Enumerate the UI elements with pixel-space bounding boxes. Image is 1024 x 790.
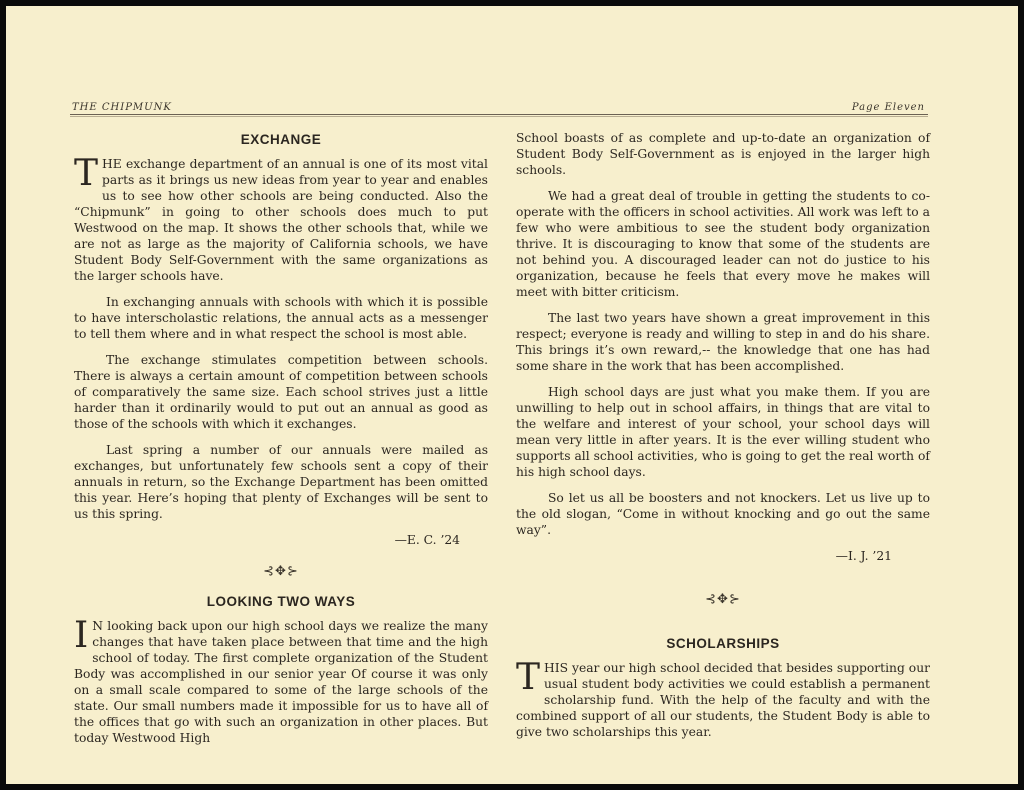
exchange-paragraph-1 [74,153,488,284]
looking-signature: —I. J. ’21 [835,549,892,563]
exchange-paragraph-4: Last spring a number of our annuals were mailed as exchanges, but unfortunately few schools sent a copy of their annuals in return, so the Exchange Department has been omitted this year. Here’s hoping that plenty of Exchanges will be sent to us this spring. [74,443,488,521]
scholarships-dropcap: T [516,657,541,698]
looking-dropcap: I [74,615,89,656]
section-ornament: ⊰✥⊱ [263,564,299,579]
header-rule [70,114,928,117]
running-head-title: THE CHIPMUNK [72,102,172,113]
section-ornament-2: ⊰✥⊱ [705,592,741,607]
exchange-signature: —E. C. ’24 [394,533,460,547]
exchange-dropcap: T [74,153,99,194]
looking-two-ways-heading: LOOKING TWO WAYS [206,594,356,609]
looking-paragraph-2: We had a great deal of trouble in getting the students to co-operate with the officers in school activities. All work was left to a few who were ambitious to see the student body organization thrive. It is discouraging to know that some of the students are not behind you. A discouraged leader can not do justice to his organization, because he feels that every move he makes will meet with bitter criticism. [516,189,930,299]
scholarships-paragraph-1-text: HIS year our high school decided that besides supporting our usual student body activities we could establish a permanent scholarship fund. With the help of the faculty and with the combined support of all our students, the Student Body is able to give two scholarships this year. [516,661,930,739]
right-column [516,130,930,750]
looking-paragraph-4: High school days are just what you make them. If you are unwilling to help out in school affairs, in things that are vital to the welfare and interest of your school, your school days will mean very little in after years. It is the ever willing student who supports all school activities, who is going to get the real worth of his high school days. [516,385,930,479]
looking-paragraph-1 [74,615,488,746]
looking-paragraph-1-text: N looking back upon our high school days we realize the many changes that have taken place between that time and the high school of today. The first complete organization of the Student Body was accomplished in our senior year Of course it was only on a small scale compared to some of the large schools of the state. Our small numbers made it impossible for us to have all of the offices that go with such an organization in other places. But today Westwood High [74,619,488,745]
exchange-heading: EXCHANGE [240,132,322,147]
left-column [74,132,488,756]
looking-paragraph-1-continued: School boasts of as complete and up-to-date an organization of Student Body Self-Government as is enjoyed in the larger high schools. [516,131,930,177]
running-head-page-number: Page Eleven [851,102,925,113]
looking-paragraph-5: So let us all be boosters and not knockers. Let us live up to the old slogan, “Come in without knocking and go out the same way”. [516,491,930,537]
scholarships-paragraph-1 [516,657,930,740]
looking-paragraph-3: The last two years have shown a great improvement in this respect; everyone is ready and willing to step in and do his share. This brings it’s own reward,-- the knowledge that one has had some share in the work that has been accomplished. [516,311,930,373]
page [6,6,1018,784]
exchange-paragraph-1-text: HE exchange department of an annual is one of its most vital parts as it brings us new ideas from year to year and enables us to see how other schools are being conducted. Also the “Chipmunk” in going to other schools does much to put Westwood on the map. It shows the other schools that, while we are not as large as the majority of California schools, we have Student Body Self-Government with the same organizations as the larger schools have. [74,157,488,283]
scholarships-heading: SCHOLARSHIPS [666,636,780,651]
exchange-paragraph-2: In exchanging annuals with schools with which it is possible to have interscholastic relations, the annual acts as a messenger to tell them where and in what respect the school is most able. [74,295,488,341]
exchange-paragraph-3: The exchange stimulates competition between schools. There is always a certain amount of competition between schools of comparatively the same size. Each school strives just a little harder than it ordinarily would to put out an annual as good as those of the schools with which it exchanges. [74,353,488,431]
